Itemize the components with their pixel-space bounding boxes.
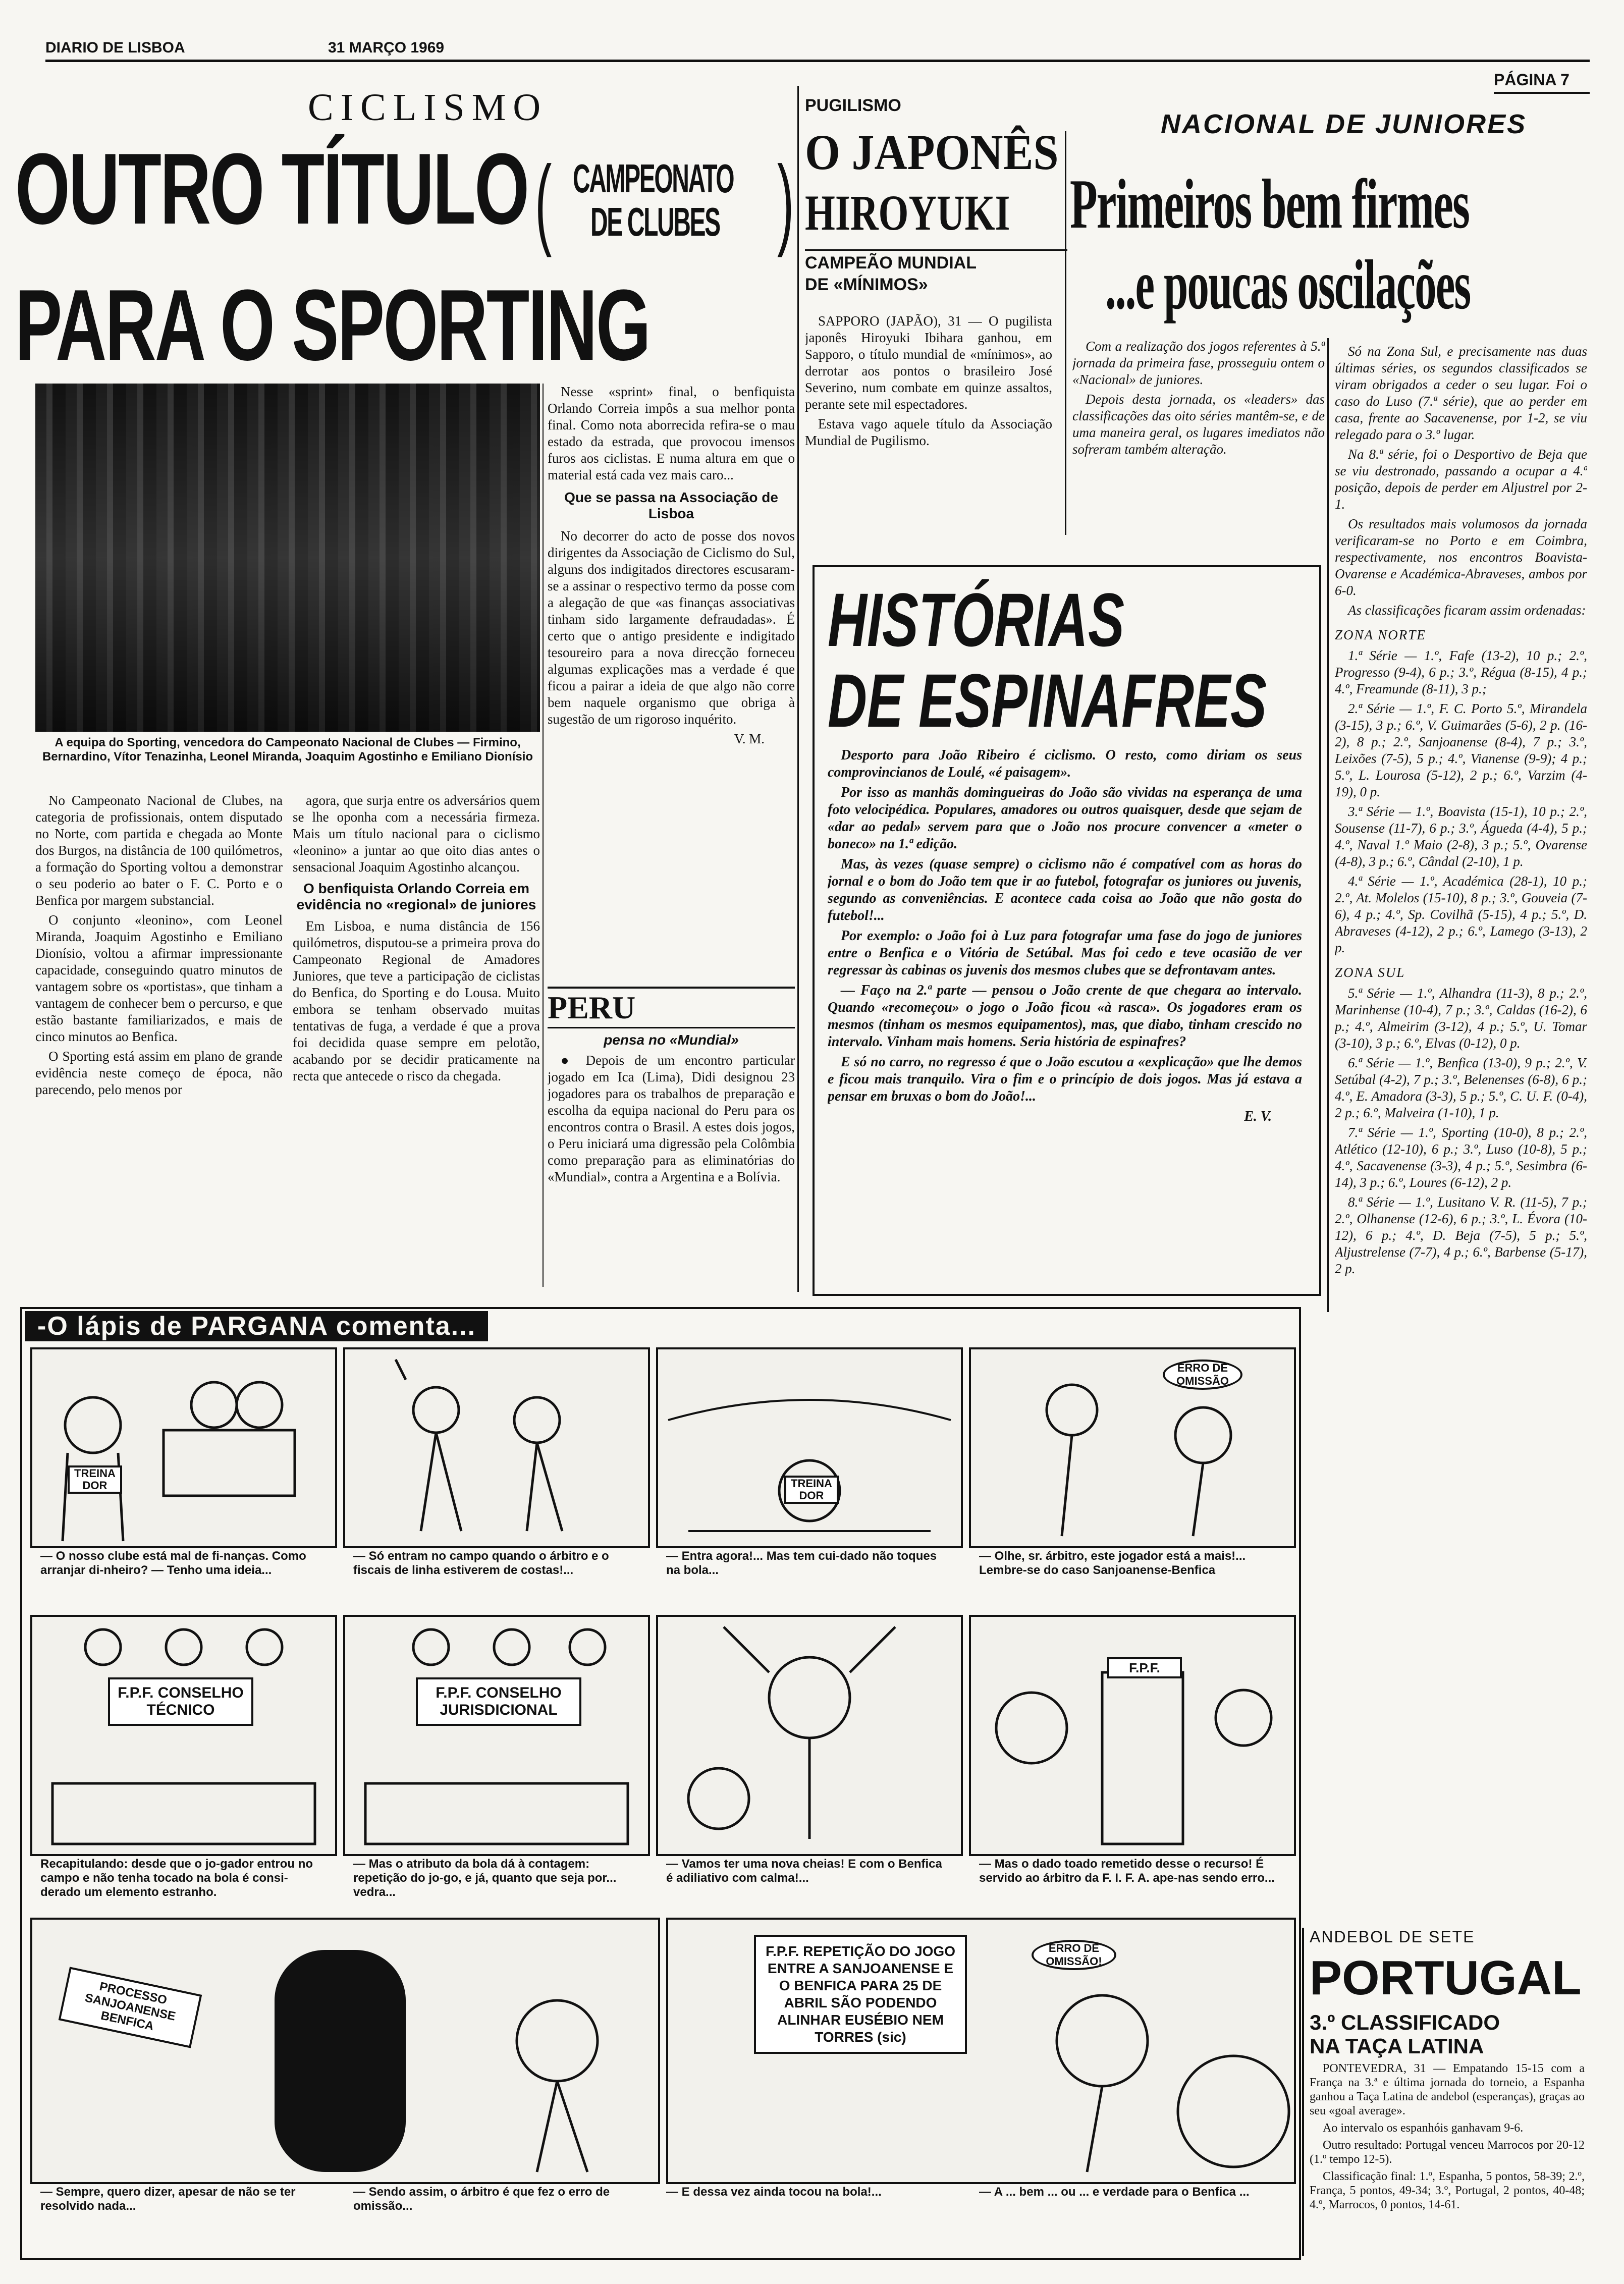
cycling-tag-1: CAMPEONATO [573,156,734,201]
cycling-column-1 [35,792,283,1287]
spinach-signature: E. V. [1244,1109,1272,1124]
sign-conselho-tecnico: F.P.F. CONSELHO TÉCNICO [108,1677,253,1726]
boxing-body [805,313,1052,535]
paragraph: — Faço na 2.ª parte — pensou o João crente de que chegara ao intervalo. Quando «recomeçou» o jogo o João ficou «à rasca». Os jogadores eram os mesmos (tinham os mesmos equipamentos), mas, que diabo, tinham crescido no intervalo. Vinham mais homens. Seria história de espinafres? [828,983,1302,1050]
bubble-erro-omissao-2: ERRO DE OMISSÃO! [1032,1940,1116,1970]
cartoon-panel-1 [30,1347,337,1548]
cartoon-caption-11: — E dessa vez ainda tocou na bola!... [666,2185,882,2199]
cartoon-panel-8 [969,1615,1296,1856]
cartoon-drawing-5 [32,1617,335,1854]
handball-kicker-1: 3.º CLASSIFICADO [1310,2010,1500,2034]
notice-repeticao: F.P.F. REPETIÇÃO DO JOGO ENTRE A SANJOANENSE E O BENFICA PARA 25 DE ABRIL SÃO PODENDO ALINHAR EUSÉBIO NEM TORRES (sic) [754,1935,967,2054]
paragraph: Por exemplo: o João foi à Luz para fotografar uma fase do jogo de juniores entre o Benfica e o Vitória de Setúbal. Mas foi cedo e teve ocasião de ver regressar às cabinas os juvenis dos mesmos clubes que se defrontavam antes. [828,928,1302,978]
peru-rule [548,987,795,989]
juniors-column-1 [1072,338,1325,535]
standings-row: 5.ª Série — 1.º, Alhandra (11-3), 8 p.; 2.º, Marinhense (10-4), 7 p.; 3.º, Caldas (16-2), 6 p.; 4.º, Almeirim (3-12), 4 p.; 5.º, U. Tomar (3-10), 3 p.; 6.º, Elvas (0-12), 0 p. [1335,986,1587,1051]
column-rule [1065,131,1066,535]
peru-title-rule [548,1027,795,1028]
spinach-body [828,747,1302,1282]
paragraph: ● Depois de um encontro particular jogado em Ica (Lima), Didi designou 23 jogadores para os trabalhos de preparação e escolha da equipa nacional do Peru para os encontros contra o Brasil. A estes dois jogos, o Peru iniciará uma digressão pela Colômbia como preparação para as eliminatórias do «Mundial», contra a Argentina e a Bolívia. [548,1053,795,1184]
cartoon-caption-10: — Sendo assim, o árbitro é que fez o erro de omissão... [353,2185,610,2213]
paragraph: O Sporting está assim em plano de grande evidência neste começo de época, não parecendo, pelo menos por [35,1049,283,1097]
cartoon-panel-5 [30,1615,337,1856]
paragraph: E só no carro, no regresso é que o João escutou a «explicação» que lhe demos e ficou mais tranquilo. Vira o fim e o princípio de dois jogos. Mas já estava a pensar em bruxas o bom do João!... [828,1054,1302,1104]
cycling-tag-paren-left: ( [535,145,552,258]
paragraph: O conjunto «leonino», com Leonel Miranda, Joaquim Agostinho e Emiliano Dionísio, voltou a afirmar impressionante capacidade, conseguindo quatro minutos de vantagem sobre os «portistas», que tinham a vantagem de conhecer bem o percurso, e que estão bastante familiarizados, e mais de cinco minutos ao Benfica. [35,912,283,1044]
cycling-tag-2: DE CLUBES [590,199,720,244]
paragraph: Classificação final: 1.º, Espanha, 5 pontos, 58-39; 2.º, França, 5 pontos, 49-34; 3.º, Portugal, 2 pontos, 40-48; 4.º, Marrocos, 0 pontos, 14-61. [1310,2170,1585,2211]
cycling-subhead-association: Que se passa na Associação de Lisboa [564,490,778,521]
handball-section: ANDEBOL DE SETE [1310,1928,1475,1946]
process-folder: PROCESSO SANJOANENSE BENFICA [59,1967,202,2048]
paragraph: Depois desta jornada, os «leaders» das classificações das oito séries mantêm-se, e de uma maneira geral, os lugares imediatos não sofreram também alteração. [1072,392,1325,457]
paragraph: Desporto para João Ribeiro é ciclismo. O resto, como diriam os seus comprovincianos de Loulé, «é paisagem». [828,747,1302,780]
cartoon-drawing-8 [971,1617,1294,1854]
team-photo-shade [35,384,540,732]
cartoon-caption-5: Recapitulando: desde que o jo-gador entrou no campo e não tenha tocado na bola é consi-derado um elemento estranho. [40,1857,313,1899]
cartoon-caption-4: — Olhe, sr. árbitro, este jogador está a mais!... Lembre-se do caso Sanjoanense-Benfica [979,1549,1246,1577]
standings-row: 2.ª Série — 1.º, F. C. Porto 5.º, Mirandela (3-15), 3 p.; 6.º, V. Guimarães (5-6), 2 p. (16-2), 8 p.; 2.º, Sanjoanense (8-4), 7 p.; 3.º, Leixões (7-5), 5 p.; 4.º, Vianense (9-9); 4 p.; 5.º, L. Lourosa (5-12), 2 p.; 6.º, Varzim (4-19), 0 p. [1335,701,1587,799]
boxing-kicker-rule [805,249,1067,251]
cartoon-caption-3: — Entra agora!... Mas tem cui-dado não toques na bola... [666,1549,937,1577]
boxing-headline-2: HIROYUKI [805,185,1010,241]
cartoon-caption-1: — O nosso clube está mal de fi-nanças. Como arranjar di-nheiro? — Tenho uma ideia... [40,1549,306,1577]
zona-norte-heading: ZONA NORTE [1335,627,1426,642]
cartoon-caption-12: — A ... bem ... ou ... e verdade para o Benfica ... [979,2185,1250,2199]
paragraph: Os resultados mais volumosos da jornada verificaram-se no Porto e em Coimbra, respectivamente, nos encontros Boavista-Ovarense e Académica-Abraveses, ambos por 6-0. [1335,516,1587,598]
standings-row: 3.ª Série — 1.º, Boavista (15-1), 10 p.; 2.º, Sousense (11-7), 6 p.; 3.º, Águeda (4-4), 5 p.; 4.º, Naval 1.º Maio (2-8), 3 p.; 5.º, Ovarense (4-8), 3 p.; 6.º, Cândal (2-10), 1 p. [1335,804,1587,869]
peru-subtitle: pensa no «Mundial» [604,1032,739,1048]
shirt-treinador-2: TREINA DOR [784,1476,839,1504]
masthead-date: 31 MARÇO 1969 [328,39,445,56]
shirt-treinador-1: TREINA DOR [68,1465,122,1494]
cartoon-caption-7: — Vamos ter uma nova cheias! E com o Benfica é adiliativo com calma!... [666,1857,942,1885]
handball-kicker-2: NA TAÇA LATINA [1310,2034,1484,2058]
paragraph: agora, que surja entre os adversários quem se lhe oponha com a necessária firmeza. Mais um título nacional para o ciclismo «leonino» a juntar ao que oito dias antes o sensacional Joaquim Agostinho alcançou. [293,793,540,875]
handball-body [1310,2061,1585,2256]
team-photo [35,384,540,732]
paragraph: No Campeonato Nacional de Clubes, na categoria de profissionais, ontem disputado no Norte, com partida e chegada ao Monte dos Burgos, na distância de 100 quilómetros, a formação do Sporting voltou a demonstrar o seu poderio ao bater o F. C. Porto e o Benfica por margem substancial. [35,793,283,908]
masthead-paper-name: DIARIO DE LISBOA [45,39,185,56]
standings-row: 4.ª Série — 1.º, Académica (28-1), 10 p.; 2.º, At. Molelos (15-10), 8 p.; 3.º, Gouveia (7-6), 4 p.; 4.º, Sp. Covilhã (5-15), 4 p.; 5.º, D. Abraveses (4-12), 2 p.; 6.º, Lamego (3-13), 2 p. [1335,874,1587,955]
cartoon-caption-9: — Sempre, quero dizer, apesar de não se ter resolvido nada... [40,2185,296,2213]
zona-sul-heading: ZONA SUL [1335,965,1405,980]
cartoon-caption-2: — Só entram no campo quando o árbitro e o fiscais de linha estiverem de costas!... [353,1549,609,1577]
standings-row: 8.ª Série — 1.º, Lusitano V. R. (11-5), 7 p.; 2.º, Olhanense (12-6), 6 p.; 3.º, L. Évora (10-12), 6 p.; 4.º, D. Beja (7-5), 5 p.; 5.º, Aljustrelense (7-7), 4 p.; 6.º, Barbense (5-17), 2 p. [1335,1194,1587,1276]
spinach-headline-1: HISTÓRIAS [828,577,1125,662]
paragraph: Com a realização dos jogos referentes à 5.ª jornada da primeira fase, prosseguiu ontem o «Nacional» de juniores. [1072,339,1325,387]
paragraph: Na 8.ª série, foi o Desportivo de Beja que se viu destronado, passando a ocupar a 4.ª posição, depois de perder em Aljustrel por 2-1. [1335,447,1587,512]
juniors-headline-2: ...e poucas oscilações [1105,246,1471,324]
peru-body [548,1052,795,1289]
cartoon-panel-7 [656,1615,963,1856]
paragraph: PONTEVEDRA, 31 — Empatando 15-15 com a França na 3.ª e última jornada do torneio, a Espanha ganhou a Taça Latina de andebol (esperanças), graças ao seu «goal average». [1310,2062,1585,2117]
sign-conselho-jurisdicional: F.P.F. CONSELHO JURISDICIONAL [416,1677,581,1726]
juniors-section-label: NACIONAL DE JUNIORES [1161,109,1527,139]
juniors-headline-1: Primeiros bem firmes [1070,165,1469,243]
bubble-erro-omissao-1: ERRO DE OMISSÃO [1163,1359,1242,1390]
cartoon-panel-2 [343,1347,650,1548]
boxing-section-label: PUGILISMO [805,96,901,115]
cycling-column-3 [548,384,795,984]
cartoon-banner: -O lápis de PARGANA comenta... [25,1311,488,1341]
handball-headline: PORTUGAL [1310,1951,1582,2005]
boxing-kicker-2: DE «MÍNIMOS» [805,275,928,294]
cartoon-drawing-4 [971,1349,1294,1546]
cartoon-panel-3 [656,1347,963,1548]
paragraph: Nesse «sprint» final, o benfiquista Orlando Correia impôs a sua melhor ponta final. Como nota aborrecida refira-se o mau estado da estrada, que provocou imensos furos aos ciclistas. E numa altura em que o material está cada vez mais caro... [548,384,795,482]
column-rule [797,86,799,1292]
paragraph: No decorrer do acto de posse dos novos dirigentes da Associação de Ciclismo do Sul, alguns dos indigitados directores escusaram-se a assinar o respectivo termo da posse com a alegação de que «as finanças associativas tinham sido largamente defraudadas». É certo que o antigo presidente e indigitado tesoureiro para a nova direcção forneceu algumas explicações mas a verdade é que ficou a pairar a ideia de que algo não corre bem naquele organismo que obriga à sugestão de um rigoroso inquérito. [548,528,795,727]
boxing-kicker-1: CAMPEÃO MUNDIAL [805,253,977,273]
page-number-rule [1494,92,1590,94]
cycling-subhead-juniors: O benfiquista Orlando Correia em evidência no «regional» de juniores [296,881,536,912]
paragraph: As classificações ficaram assim ordenadas: [1348,603,1586,618]
paragraph: Ao intervalo os espanhóis ganhavam 9-6. [1323,2122,1524,2135]
paragraph: Mas, às vezes (quase sempre) o ciclismo não é compatível com as horas do jornal e o bom do João tem que ir ao futebol, fotografar os juniores ou juvenis, segundo as conveniências. E acontece cada coisa ao João que não gosta do futebol!... [828,856,1302,923]
cycling-section-label: CICLISMO [308,86,548,129]
paragraph: SAPPORO (JAPÃO), 31 — O pugilista japonês Hiroyuki Ibihara ganhou, em Sapporo, o título mundial de «mínimos», ao derrotar aos pontos o brasileiro José Severino, num combate em quinze assaltos, perante sete mil espectadores. [805,313,1052,412]
paragraph: Em Lisboa, e numa distância de 156 quilómetros, disputou-se a primeira prova do Campeonato Regional de Amadores Juniores, que teve a participação de ciclistas do Benfica, do Sporting e do Lousa. Muito embora se tenham observado muitas tentativas de fuga, a verdade é que a prova foi decidida quase sempre em pelotão, acabando por se decidir praticamente na recta que antecede o risco da chegada. [293,918,540,1083]
juniors-column-2 [1335,343,1587,1918]
peru-title: PERU [548,990,636,1025]
cartoon-panel-9 [30,1918,660,2184]
cartoon-drawing-7 [658,1617,961,1854]
boxing-headline-1: O JAPONÊS [805,124,1059,180]
cartoon-drawing-1 [32,1349,335,1546]
column-rule [1327,338,1329,1312]
cycling-signature: V. M. [734,731,765,746]
standings-row: 6.ª Série — 1.º, Benfica (13-0), 9 p.; 2.º, V. Setúbal (4-2), 7 p.; 3.º, Belenenses (6-8), 6 p.; 4.º, E. Amadora (3-3), 5 p.; 5.º, C. U. F. (0-4), 2 p.; 6.º, Malveira (1-10), 1 p. [1335,1055,1587,1120]
cycling-tag-paren-right: ) [777,145,794,258]
cartoon-caption-8: — Mas o dado toado remetido desse o recurso! É servido ao árbitro da F. I. F. A. ape-nas sendo erro... [979,1857,1275,1885]
cartoon-panel-10 [666,1918,1296,2184]
paragraph: Outro resultado: Portugal venceu Marrocos por 20-12 (1.º tempo 12-5). [1310,2139,1585,2166]
paragraph: Estava vago aquele título da Associação Mundial de Pugilismo. [805,416,1052,448]
column-rule [543,384,544,1287]
cartoon-panel-6 [343,1615,650,1856]
photo-caption: A equipa do Sporting, vencedora do Campeonato Nacional de Clubes — Firmino, Bernardino, Vítor Tenazinha, Leonel Miranda, Joaquim Agostinho e Emiliano Dionísio [42,736,533,764]
paragraph: Só na Zona Sul, e precisamente nas duas últimas séries, os segundos classificados se viram obrigados a ceder o seu lugar. Foi o caso do Luso (7.ª série), que ao perder em casa, frente ao Sacavenense, por 1-2, se viu relegado para o 3.º lugar. [1335,344,1587,442]
cycling-column-2 [293,792,540,1287]
cartoon-drawing-6 [345,1617,648,1854]
cycling-headline-b: PARA O SPORTING [15,269,649,382]
paragraph: Por isso as manhãs domingueiras do João são vividas na esperança de uma foto velocipédica. Populares, amadores ou outros quaisquer, desde que sejam de «dar ao pedal» servem para que o João nos procure convencer a «meter o boneco» na 1.ª edição. [828,785,1302,852]
standings-row: 7.ª Série — 1.º, Sporting (10-0), 8 p.; 2.º, Atlético (12-10), 6 p.; 3.º, Luso (10-8), 5 p.; 4.º, Sacavenense (3-3), 4 p.; 5.º, Sesimbra (6-14), 3 p.; 6.º, Loures (6-12), 2 p. [1335,1125,1587,1190]
cartoon-panel-4 [969,1347,1296,1548]
standings-row: 1.ª Série — 1.º, Fafe (13-2), 10 p.; 2.º, Progresso (9-4), 6 p.; 3.º, Régua (8-15), 4 p.; 4.º, Freamunde (8-11), 3 p.; [1335,648,1587,696]
cartoon-caption-6: — Mas o atributo da bola dá à contagem: repetição do jo-go, e já, quanto que seja por... vedra... [353,1857,617,1899]
spinach-headline-2: DE ESPINAFRES [828,658,1267,743]
cartoon-drawing-2 [345,1349,648,1546]
mailbox-fpf-sign: F.P.F. [1107,1657,1182,1678]
masthead-rule [45,60,1590,62]
cartoon-drawing-9 [32,1920,658,2182]
cycling-headline-a: OUTRO TÍTULO [15,133,528,245]
cartoon-drawing-3 [658,1349,961,1546]
page-number: PÁGINA 7 [1494,71,1569,89]
